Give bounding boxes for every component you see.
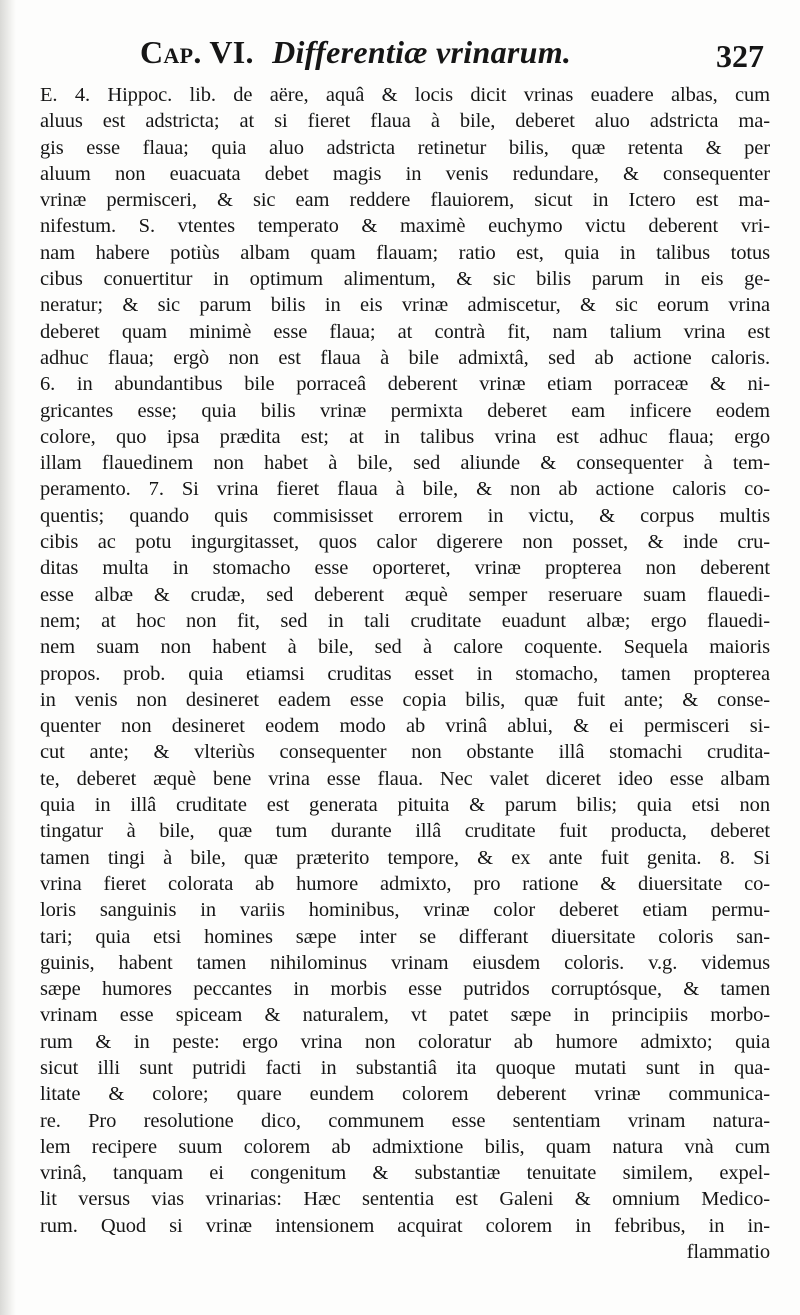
body-text bbox=[40, 82, 770, 1265]
text-line: E. 4. Hippoc. lib. de aëre, aquâ & locis dicit vrinas euadere albas, cum bbox=[40, 84, 770, 106]
text-line: peramento. 7. Si vrina fieret flaua à bile, & non ab actione caloris co- bbox=[40, 478, 770, 501]
text-line: gis esse flaua; quia aluo adstricta retinetur bilis, quæ retenta & per bbox=[40, 136, 770, 159]
text-line: nem; at hoc non fit, sed in tali cruditate euadunt albæ; ergo flauedi- bbox=[40, 609, 770, 632]
text-line: tari; quia etsi homines sæpe inter se differant diuersitate coloris san- bbox=[40, 925, 770, 948]
text-line: tingatur à bile, quæ tum durante illâ cruditate fuit producta, deberet bbox=[40, 820, 770, 843]
text-line: rum. Quod si vrinæ intensionem acquirat colorem in febribus, in in- bbox=[40, 1214, 770, 1237]
text-line: re. Pro resolutione dico, communem esse sententiam vrinam natura- bbox=[40, 1109, 770, 1132]
text-line: ditas multa in stomacho esse oporteret, vrinæ propterea non deberent bbox=[40, 557, 770, 580]
text-line: vrinâ, tanquam ei congenitum & substantiæ tenuitate similem, expel- bbox=[40, 1162, 770, 1185]
text-line: gricantes esse; quia bilis vrinæ permixta deberet eam inficere eodem bbox=[40, 399, 770, 422]
text-line: quentis; quando quis commisisset errorem in victu, & corpus multis bbox=[40, 504, 770, 527]
text-line: deberet quam minimè esse flaua; at contrà fit, nam talium vrina est bbox=[40, 320, 770, 343]
text-line: esse albæ & crudæ, sed deberent æquè semper reseruare suam flauedi- bbox=[40, 583, 770, 606]
text-line: 6. in abundantibus bile porraceâ deberent vrinæ etiam porraceæ & ni- bbox=[40, 373, 770, 396]
text-line: quia in illâ cruditate est generata pituita & parum bilis; quia etsi non bbox=[40, 794, 770, 817]
running-head bbox=[140, 32, 571, 72]
text-line: litate & colore; quare eundem colorem deberent vrinæ communica- bbox=[40, 1083, 770, 1106]
text-line: te, deberet æquè bene vrina esse flaua. Nec valet diceret ideo esse albam bbox=[40, 767, 770, 790]
text-line: cibis ac potu ingurgitasset, quos calor digerere non posset, & inde cru- bbox=[40, 531, 770, 554]
text-line: nem suam non habent à bile, sed à calore coquente. Sequela maioris bbox=[40, 636, 770, 659]
text-line: sicut illi sunt putridi facti in substantiâ ita quoque mutati sunt in qua- bbox=[40, 1056, 770, 1079]
text-line: colore, quo ipsa prædita est; at in talibus vrina est adhuc flaua; ergo bbox=[40, 425, 770, 448]
text-line: nam habere potiùs albam quam flauam; ratio est, quia in talibus totus bbox=[40, 241, 770, 264]
text-line: vrinam esse spiceam & naturalem, vt patet sæpe in principiis morbo- bbox=[40, 1004, 770, 1027]
text-line: lit versus vias vrinarias: Hæc sententia est Galeni & omnium Medico- bbox=[40, 1188, 770, 1211]
text-line: neratur; & sic parum bilis in eis vrinæ admiscetur, & sic eorum vrina bbox=[40, 294, 770, 317]
page-number: 327 bbox=[716, 38, 764, 74]
text-line: quenter non desineret eodem modo ab vrinâ ablui, & ei permisceri si- bbox=[40, 715, 770, 738]
text-line: lem recipere suum colorem ab admixtione bilis, quam natura vnà cum bbox=[40, 1135, 770, 1158]
text-line: aluus est adstricta; at si fieret flaua à bile, deberet aluo adstricta ma- bbox=[40, 110, 770, 133]
text-line: aluum non euacuata debet magis in venis redundare, & consequenter bbox=[40, 162, 770, 185]
text-line: illam flauedinem non habet à bile, sed aliunde & consequenter à tem- bbox=[40, 452, 770, 475]
text-line: tamen tingi à bile, quæ præterito tempore, & ex ante fuit genita. 8. Si bbox=[40, 846, 770, 869]
text-line: cibus conuertitur in optimum alimentum, & sic bilis parum in eis ge- bbox=[40, 268, 770, 291]
text-line: in venis non desineret eadem esse copia bilis, quæ fuit ante; & conse- bbox=[40, 688, 770, 711]
text-line: nifestum. S. vtentes temperato & maximè euchymo victu deberent vri- bbox=[40, 215, 770, 238]
text-line: loris sanguinis in variis hominibus, vrinæ color deberet etiam permu- bbox=[40, 899, 770, 922]
text-line: flammatio bbox=[686, 1241, 770, 1264]
text-line: cut ante; & vlteriùs consequenter non obstante illâ stomachi crudita- bbox=[40, 741, 770, 764]
text-line: guinis, habent tamen nihilominus vrinam eiusdem coloris. v.g. videmus bbox=[40, 951, 770, 974]
text-line: vrinæ permisceri, & sic eam reddere flauiorem, sicut in Ictero est ma- bbox=[40, 189, 770, 212]
chapter-subject: Differentiæ vrinarum. bbox=[272, 34, 572, 70]
text-line: propos. prob. quia etiamsi cruditas esset in stomacho, tamen propterea bbox=[40, 662, 770, 685]
page-header bbox=[40, 30, 770, 80]
text-line: adhuc flaua; ergò non est flaua à bile admixtâ, sed ab actione caloris. bbox=[40, 346, 770, 369]
scan-edge bbox=[0, 0, 16, 1315]
text-line: rum & in peste: ergo vrina non coloratur ab humore admixto; quia bbox=[40, 1030, 770, 1053]
text-line: sæpe humores peccantes in morbis esse putridos corruptósque, & tamen bbox=[40, 978, 770, 1001]
text-line: vrina fieret colorata ab humore admixto, pro ratione & diuersitate co- bbox=[40, 872, 770, 895]
chapter-label: Cap. VI. bbox=[140, 34, 254, 70]
